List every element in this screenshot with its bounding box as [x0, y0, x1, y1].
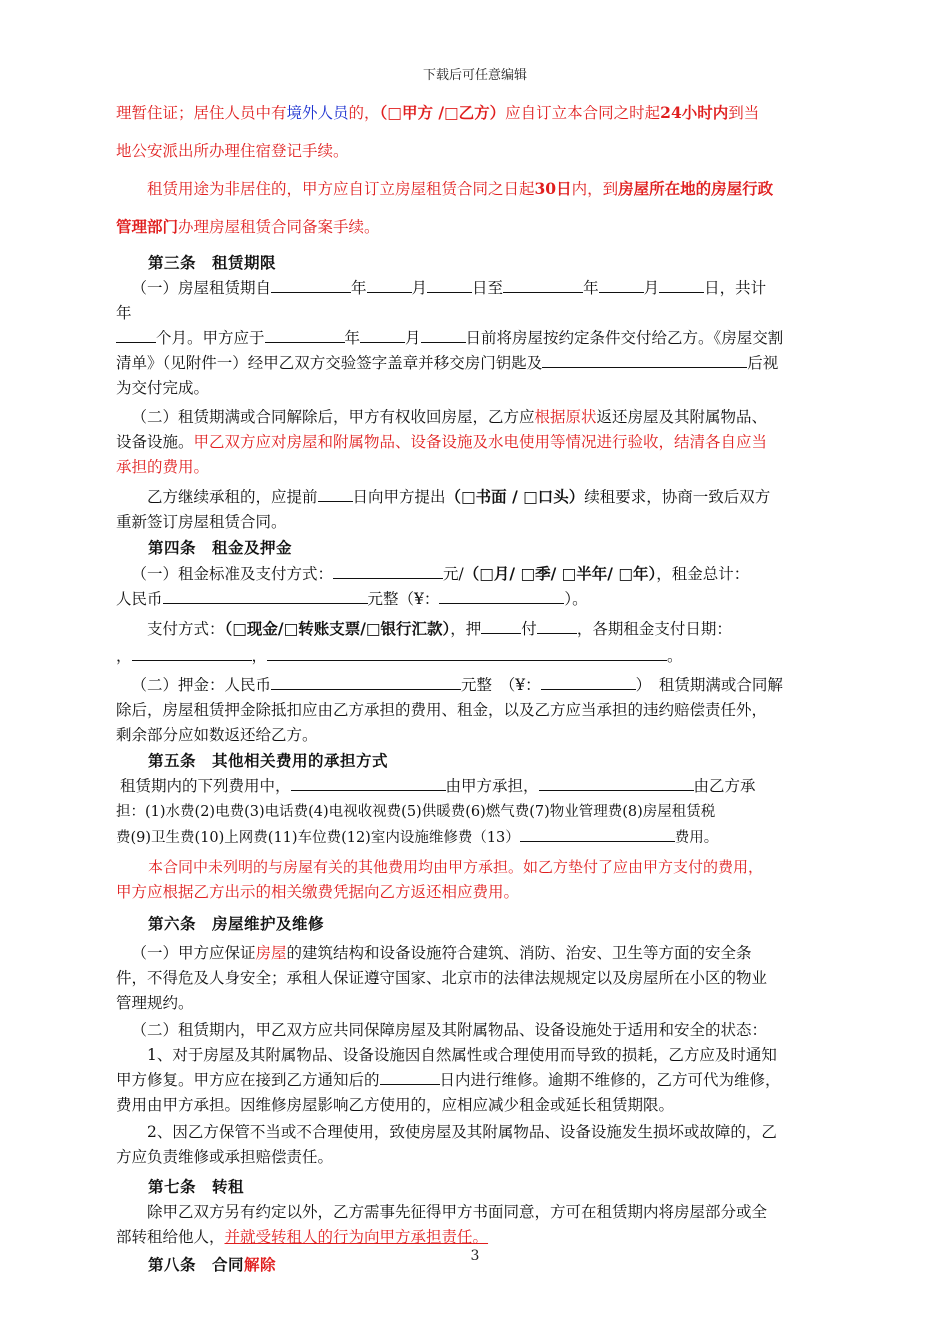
article-4-heading: 第四条 租金及押金 [148, 538, 293, 557]
text-segment-original-state: 根据原状 [534, 408, 597, 426]
blank-field[interactable] [599, 278, 644, 293]
article-3-renewal-cont [116, 510, 836, 535]
blank-field[interactable] [427, 278, 472, 293]
page-number: 3 [470, 1248, 480, 1264]
text-segment: 剩余部分应如数返还给乙方。 [116, 726, 318, 744]
text-segment: （一）租金标准及支付方式： [131, 565, 334, 583]
text-segment: ，各期租金支付日期： [576, 620, 732, 638]
text-segment: ，押 [450, 620, 482, 638]
blank-field[interactable] [537, 619, 577, 634]
article-5-fee-list [116, 799, 836, 851]
text-segment: 人民币 [116, 590, 163, 608]
article-4-deposit [116, 673, 836, 698]
text-segment: 甲方应根据乙方出示的相关缴费凭据向乙方返还相应费用。 [116, 883, 520, 901]
text-segment: 年 [344, 329, 361, 347]
text-segment: 费用由甲方承担。因维修房屋影响乙方使用的，应相应减少租金或延长租赁期限。 [116, 1096, 675, 1114]
text-segment: 日前将房屋按约定条件交付给乙方。《房屋交割 [465, 329, 784, 347]
text-segment: 元整 （¥： [461, 676, 541, 694]
article-6-repair-1-cont [116, 1068, 836, 1118]
text-segment: 支付方式： [147, 620, 225, 638]
text-segment: 承担的费用。 [116, 458, 210, 476]
text-segment: （二）押金：人民币 [131, 676, 272, 694]
text-segment: 付 [521, 620, 537, 638]
text-segment: 重新签订房屋租赁合同。 [116, 513, 287, 531]
article-5-heading: 第五条 其他相关费用的承担方式 [148, 751, 389, 770]
article-4-total [116, 587, 836, 612]
article-4-deposit-cont [116, 698, 836, 748]
text-segment: 后视 [747, 354, 779, 372]
text-segment-30-days: 30日 [534, 179, 572, 198]
text-segment: 第八条 合同 [148, 1255, 245, 1274]
text-segment: 内，到 [571, 180, 619, 198]
text-segment: 日向甲方提出 [352, 488, 446, 506]
article-3-delivery [116, 326, 836, 401]
text-segment: 月 [405, 329, 421, 347]
text-segment-inspection: 甲乙双方应对房屋和附属物品、设备设施及水电使用等情况进行验收，结清各自应当 [193, 433, 768, 451]
text-segment: 由乙方承 [693, 777, 756, 795]
text-segment: 办理房屋租赁合同备案手续。 [178, 218, 380, 236]
article-3-term [116, 276, 836, 301]
article-6-repair-2 [116, 1120, 836, 1145]
blank-field[interactable] [659, 278, 704, 293]
blank-field[interactable] [271, 675, 461, 690]
text-segment: 1、对于房屋及其附属物品、设备设施因自然属性或合理使用而导致的损耗，乙方应及时通知 [147, 1046, 777, 1064]
blank-field[interactable] [439, 589, 564, 604]
checkbox-written-oral: （□书面 / □口头） [445, 487, 585, 506]
blank-field[interactable] [541, 675, 636, 690]
text-segment: 理暂住证；居住人员中有 [116, 104, 287, 122]
article-3-term-cont [116, 301, 836, 326]
text-segment: ， [251, 647, 268, 665]
text-segment-24-hours: 24小时内 [660, 103, 729, 122]
text-segment: 。 [667, 647, 683, 665]
text-segment: 续租要求，协商一致后双方 [584, 488, 771, 506]
article-3-return-cont [116, 430, 836, 480]
article-4-rent [116, 561, 836, 587]
paragraph-non-residential-filing [116, 170, 836, 246]
text-segment: 除甲乙双方另有约定以外，乙方需事先征得甲方书面同意，方可在租赁期内将房屋部分或全 [147, 1203, 768, 1221]
blank-field[interactable] [542, 353, 747, 368]
text-segment: 返还房屋及其附属物品、 [596, 408, 768, 426]
article-6-repair-1 [116, 1043, 836, 1068]
article-3-heading: 第三条 租赁期限 [148, 253, 277, 272]
text-segment: 乙方继续承租的，应提前 [147, 488, 318, 506]
blank-field[interactable] [360, 328, 405, 343]
text-segment: 为交付完成。 [116, 379, 210, 397]
text-segment-termination: 解除 [244, 1255, 277, 1274]
article-5-fees [116, 774, 836, 799]
text-segment: 本合同中未列明的与房屋有关的其他费用均由甲方承担。如乙方垫付了应由甲方支付的费用， [148, 858, 764, 876]
checkbox-party-choice: （□甲方 /□乙方） [379, 103, 506, 122]
text-segment: 管理规约。 [116, 994, 194, 1012]
blank-field[interactable] [367, 278, 412, 293]
text-segment: 地公安派出所办理住宿登记手续。 [116, 142, 349, 160]
text-segment: 的， [348, 104, 380, 122]
text-segment: 年 [116, 304, 132, 322]
blank-field[interactable] [271, 278, 351, 293]
text-segment: 担：(1)水费(2)电费(3)电话费(4)电视收视费(5)供暖费(6)燃气费(7)物业管理费(8)房屋租赁税 [116, 804, 716, 820]
blank-field[interactable] [539, 776, 694, 791]
text-segment: 租赁用途为非居住的，甲方应自订立房屋租赁合同之日起 [147, 180, 535, 198]
blank-field[interactable] [520, 827, 675, 842]
blank-field[interactable] [503, 278, 583, 293]
checkbox-payment-method: （□现金/□转账支票/□银行汇款） [224, 619, 451, 638]
blank-field[interactable] [116, 328, 156, 343]
article-6-safety-cont [116, 966, 836, 1016]
blank-field[interactable] [265, 328, 345, 343]
blank-field[interactable] [380, 1070, 440, 1085]
blank-field[interactable] [291, 776, 446, 791]
text-segment: 设备设施。 [116, 433, 194, 451]
text-segment: 的建筑结构和设备设施符合建筑、消防、治安、卫生等方面的安全条 [286, 944, 752, 962]
text-segment: 租赁期内的下列费用中， [120, 777, 291, 795]
blank-field[interactable] [132, 646, 252, 661]
text-segment: 日至 [472, 279, 504, 297]
text-segment: 到当 [728, 104, 760, 122]
text-segment: 月 [411, 279, 428, 297]
text-segment: （一）甲方应保证 [131, 944, 256, 962]
text-segment: 元整（¥： [367, 590, 440, 608]
text-segment: 日内进行维修。逾期不维修的，乙方可代为维修， [439, 1071, 781, 1089]
text-segment: ）。 [564, 590, 588, 608]
blank-field[interactable] [267, 646, 667, 661]
text-segment: 件，不得危及人身安全；承租人保证遵守国家、北京市的法律法规规定以及房屋所在小区的物业 [116, 969, 768, 987]
text-segment-house: 房屋 [255, 944, 287, 962]
text-segment: 方应负责维修或承担赔偿责任。 [116, 1148, 334, 1166]
article-6-safety [116, 941, 836, 966]
text-segment: 费(9)卫生费(10)上网费(11)车位费(12)室内设施维修费（13） [116, 830, 520, 846]
article-6-heading: 第六条 房屋维护及维修 [148, 914, 325, 933]
article-4-payment [116, 616, 836, 642]
text-segment: 除后，房屋租赁押金除抵扣应由乙方承担的费用、租金，以及乙方应当承担的违约赔偿责任外， [116, 701, 768, 719]
article-4-dates [116, 644, 836, 669]
text-segment: 由甲方承担， [445, 777, 539, 795]
text-segment: 元/ [443, 565, 464, 583]
text-segment-housing-admin: 房屋所在地的房屋行政 [618, 179, 774, 198]
article-7-sublease-cont [116, 1225, 836, 1250]
text-segment-foreign-personnel: 境外人员 [286, 104, 349, 122]
page-header: 下载后可任意编辑 [422, 68, 527, 83]
text-segment: 应自订立本合同之时起 [505, 104, 661, 122]
article-7-sublease [116, 1200, 836, 1225]
text-segment-liability: 并就受转租人的行为向甲方承担责任。 [224, 1228, 489, 1246]
text-segment: 费用。 [674, 830, 719, 846]
text-segment: 甲方修复。甲方应在接到乙方通知后的 [116, 1071, 380, 1089]
text-segment: ，租金总计： [656, 565, 750, 583]
text-segment: 2、因乙方保管不当或不合理使用，致使房屋及其附属物品、设备设施发生损坏或故障的，乙 [147, 1123, 777, 1141]
text-segment: ） 租赁期满或合同解 [635, 676, 783, 694]
text-segment: 清单》（见附件一）经甲乙双方交验签字盖章并移交房门钥匙及 [116, 354, 543, 372]
checkbox-rent-period: （□月/ □季/ □半年/ □年） [463, 564, 657, 583]
text-segment: 月 [643, 279, 660, 297]
article-3-renewal [116, 484, 836, 510]
text-segment: （二）租赁期满或合同解除后，甲方有权收回房屋，乙方应 [131, 408, 535, 426]
text-segment: ， [116, 647, 132, 665]
article-3-return [116, 405, 836, 430]
text-segment: 年 [583, 279, 599, 297]
text-segment: （一）房屋租赁期自 [131, 279, 272, 297]
text-segment-admin-dept: 管理部门 [116, 217, 179, 236]
article-6-joint [116, 1018, 836, 1043]
text-segment: 个月。甲方应于 [156, 329, 265, 347]
paragraph-residence-registration [116, 94, 836, 170]
blank-field[interactable] [481, 619, 521, 634]
article-5-other-fees [116, 855, 836, 905]
blank-field[interactable] [318, 487, 353, 502]
article-7-heading: 第七条 转租 [148, 1177, 245, 1196]
text-segment: 年 [351, 279, 367, 297]
blank-field[interactable] [333, 564, 443, 579]
article-6-repair-2-cont [116, 1145, 836, 1170]
text-segment: （二）租赁期内，甲乙双方应共同保障房屋及其附属物品、设备设施处于适用和安全的状态： [131, 1021, 768, 1039]
text-segment: 日，共计 [704, 279, 767, 297]
document-body [116, 94, 836, 1278]
blank-field[interactable] [421, 328, 466, 343]
blank-field[interactable] [163, 589, 368, 604]
text-segment: 部转租给他人， [116, 1228, 225, 1246]
